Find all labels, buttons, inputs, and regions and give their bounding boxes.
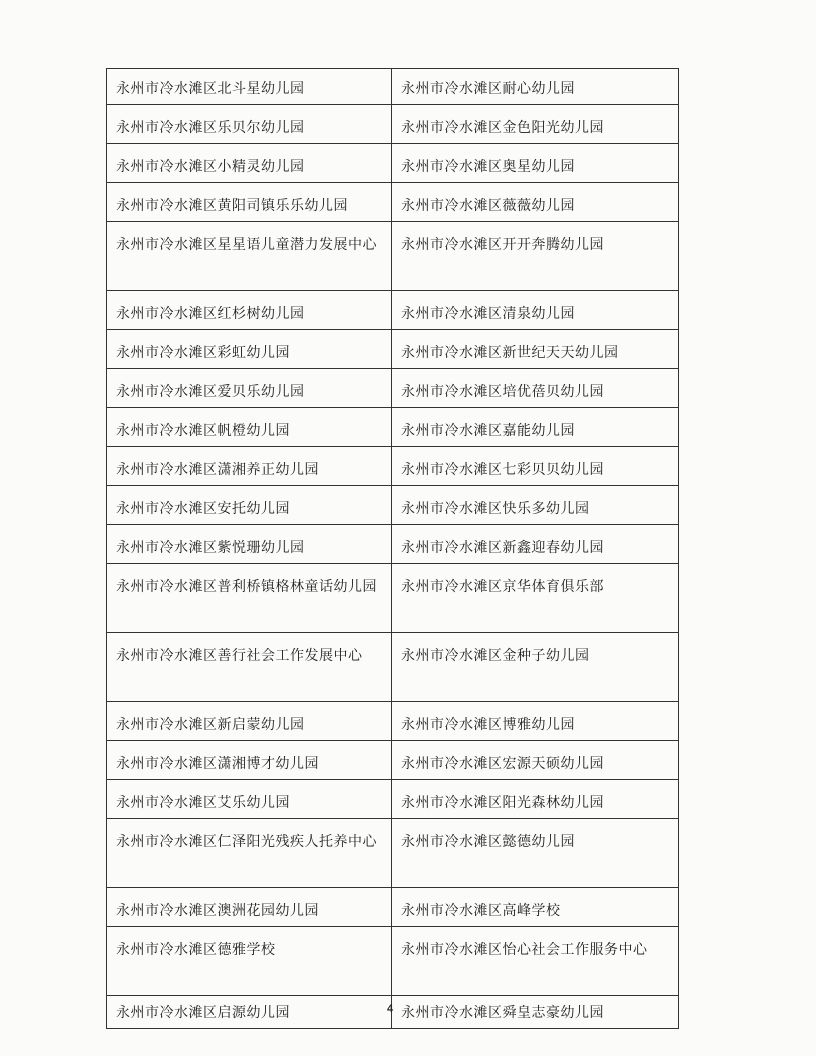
table-cell: 永州市冷水滩区艾乐幼儿园 <box>107 780 392 819</box>
table-cell: 永州市冷水滩区潇湘养正幼儿园 <box>107 447 392 486</box>
table-cell: 永州市冷水滩区奥星幼儿园 <box>392 144 679 183</box>
table-row <box>107 291 679 330</box>
table-cell: 永州市冷水滩区金色阳光幼儿园 <box>392 105 679 144</box>
table-row <box>107 819 679 888</box>
table-cell: 永州市冷水滩区启源幼儿园 <box>107 996 392 1029</box>
table-cell: 永州市冷水滩区黄阳司镇乐乐幼儿园 <box>107 183 392 222</box>
table-row <box>107 144 679 183</box>
table-cell: 永州市冷水滩区爱贝乐幼儿园 <box>107 369 392 408</box>
table-cell: 永州市冷水滩区小精灵幼儿园 <box>107 144 392 183</box>
table-row <box>107 633 679 702</box>
table-cell: 永州市冷水滩区阳光森林幼儿园 <box>392 780 679 819</box>
table-body <box>107 69 679 1029</box>
table-row <box>107 69 679 105</box>
table-cell: 永州市冷水滩区新鑫迎春幼儿园 <box>392 525 679 564</box>
table-cell: 永州市冷水滩区新启蒙幼儿园 <box>107 702 392 741</box>
table-cell: 永州市冷水滩区安托幼儿园 <box>107 486 392 525</box>
table-cell: 永州市冷水滩区京华体育俱乐部 <box>392 564 679 633</box>
table-cell: 永州市冷水滩区七彩贝贝幼儿园 <box>392 447 679 486</box>
table-row <box>107 780 679 819</box>
table-cell: 永州市冷水滩区仁泽阳光残疾人托养中心 <box>107 819 392 888</box>
table-cell: 永州市冷水滩区北斗星幼儿园 <box>107 69 392 105</box>
table-row <box>107 369 679 408</box>
table-row <box>107 888 679 927</box>
table-cell: 永州市冷水滩区高峰学校 <box>392 888 679 927</box>
table-cell: 永州市冷水滩区耐心幼儿园 <box>392 69 679 105</box>
table-cell: 永州市冷水滩区懿德幼儿园 <box>392 819 679 888</box>
table-row <box>107 408 679 447</box>
table-cell: 永州市冷水滩区新世纪天天幼儿园 <box>392 330 679 369</box>
table-row <box>107 927 679 996</box>
table-row <box>107 525 679 564</box>
table-cell: 永州市冷水滩区德雅学校 <box>107 927 392 996</box>
table-cell: 永州市冷水滩区金种子幼儿园 <box>392 633 679 702</box>
table-row <box>107 222 679 291</box>
page-number: 4 <box>386 1003 394 1015</box>
table-row <box>107 702 679 741</box>
table-cell: 永州市冷水滩区普利桥镇格林童话幼儿园 <box>107 564 392 633</box>
table-row <box>107 447 679 486</box>
table-cell: 永州市冷水滩区宏源天硕幼儿园 <box>392 741 679 780</box>
table-cell: 永州市冷水滩区开开奔腾幼儿园 <box>392 222 679 291</box>
table-cell: 永州市冷水滩区紫悦珊幼儿园 <box>107 525 392 564</box>
table-cell: 永州市冷水滩区帆橙幼儿园 <box>107 408 392 447</box>
table-cell: 永州市冷水滩区培优蓓贝幼儿园 <box>392 369 679 408</box>
table-cell: 永州市冷水滩区红杉树幼儿园 <box>107 291 392 330</box>
table-cell: 永州市冷水滩区潇湘博才幼儿园 <box>107 741 392 780</box>
table-cell: 永州市冷水滩区善行社会工作发展中心 <box>107 633 392 702</box>
table-row <box>107 564 679 633</box>
table-cell: 永州市冷水滩区博雅幼儿园 <box>392 702 679 741</box>
table-cell: 永州市冷水滩区乐贝尔幼儿园 <box>107 105 392 144</box>
table-cell: 永州市冷水滩区舜皇志豪幼儿园 <box>392 996 679 1029</box>
table-cell: 永州市冷水滩区快乐多幼儿园 <box>392 486 679 525</box>
table-row <box>107 183 679 222</box>
table-row <box>107 486 679 525</box>
table-cell: 永州市冷水滩区彩虹幼儿园 <box>107 330 392 369</box>
table-cell: 永州市冷水滩区薇薇幼儿园 <box>392 183 679 222</box>
table-row <box>107 330 679 369</box>
table-cell: 永州市冷水滩区星星语儿童潜力发展中心 <box>107 222 392 291</box>
table-cell: 永州市冷水滩区怡心社会工作服务中心 <box>392 927 679 996</box>
kindergarten-list-table <box>106 68 679 1029</box>
table-cell: 永州市冷水滩区嘉能幼儿园 <box>392 408 679 447</box>
table-row <box>107 105 679 144</box>
table-row <box>107 741 679 780</box>
table-cell: 永州市冷水滩区澳洲花园幼儿园 <box>107 888 392 927</box>
table-cell: 永州市冷水滩区清泉幼儿园 <box>392 291 679 330</box>
